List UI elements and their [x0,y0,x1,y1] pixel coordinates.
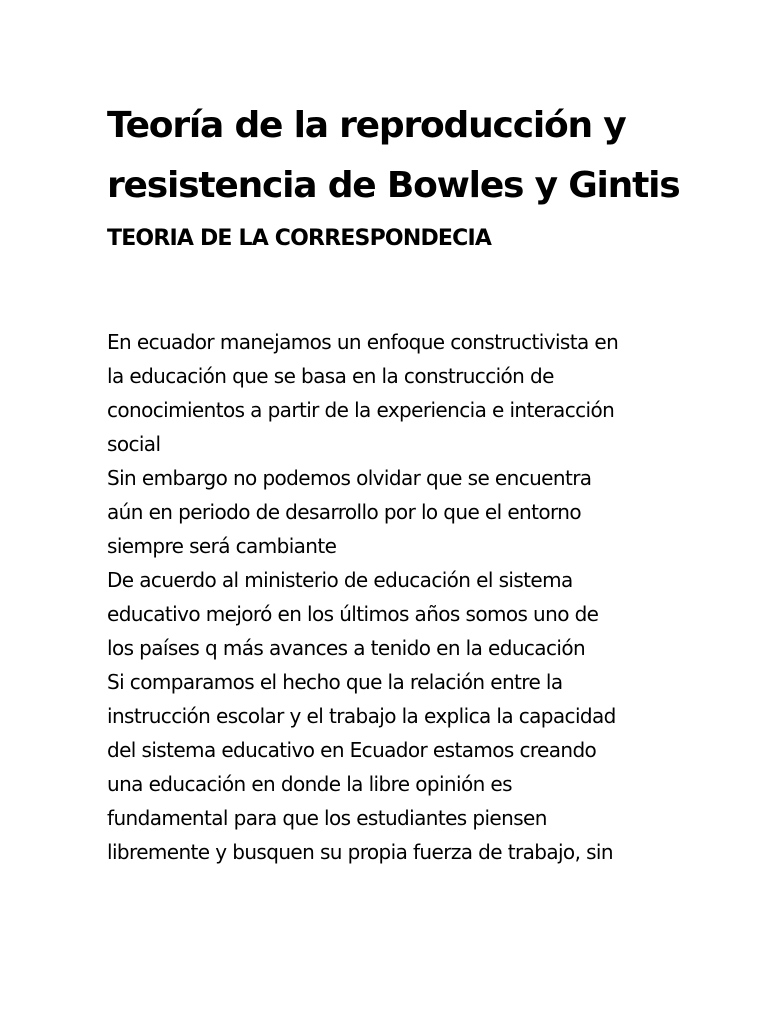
body-line: De acuerdo al ministerio de educación el sistema [107,568,573,592]
body-line: educativo mejoró en los últimos años somos uno de [107,602,599,626]
body-line: siempre será cambiante [107,534,337,558]
body-line: En ecuador manejamos un enfoque constructivista en [107,330,619,354]
document-title [107,96,687,216]
body-line: fundamental para que los estudiantes piensen [107,806,547,830]
body-line: conocimientos a partir de la experiencia e interacción [107,398,615,422]
body-line: una educación en donde la libre opinión es [107,772,512,796]
body-line: Si comparamos el hecho que la relación entre la [107,670,563,694]
document-content [107,96,687,869]
body-line: libremente y busquen su propia fuerza de trabajo, sin [107,840,613,864]
title-line: Teoría de la reproducción y [107,105,626,146]
body-line: los países q más avances a tenido en la educación [107,636,586,660]
body-line: instrucción escolar y el trabajo la explica la capacidad [107,704,616,728]
body-line: la educación que se basa en la construcción de [107,364,554,388]
body-line: Sin embargo no podemos olvidar que se encuentra [107,466,592,490]
body-line: del sistema educativo en Ecuador estamos creando [107,738,597,762]
title-line: resistencia de Bowles y Gintis [107,165,680,206]
body-line: aún en periodo de desarrollo por lo que el entorno [107,500,581,524]
body-line: social [107,432,161,456]
document-body [107,325,687,869]
document-subtitle: TEORIA DE LA CORRESPONDECIA [107,226,492,251]
